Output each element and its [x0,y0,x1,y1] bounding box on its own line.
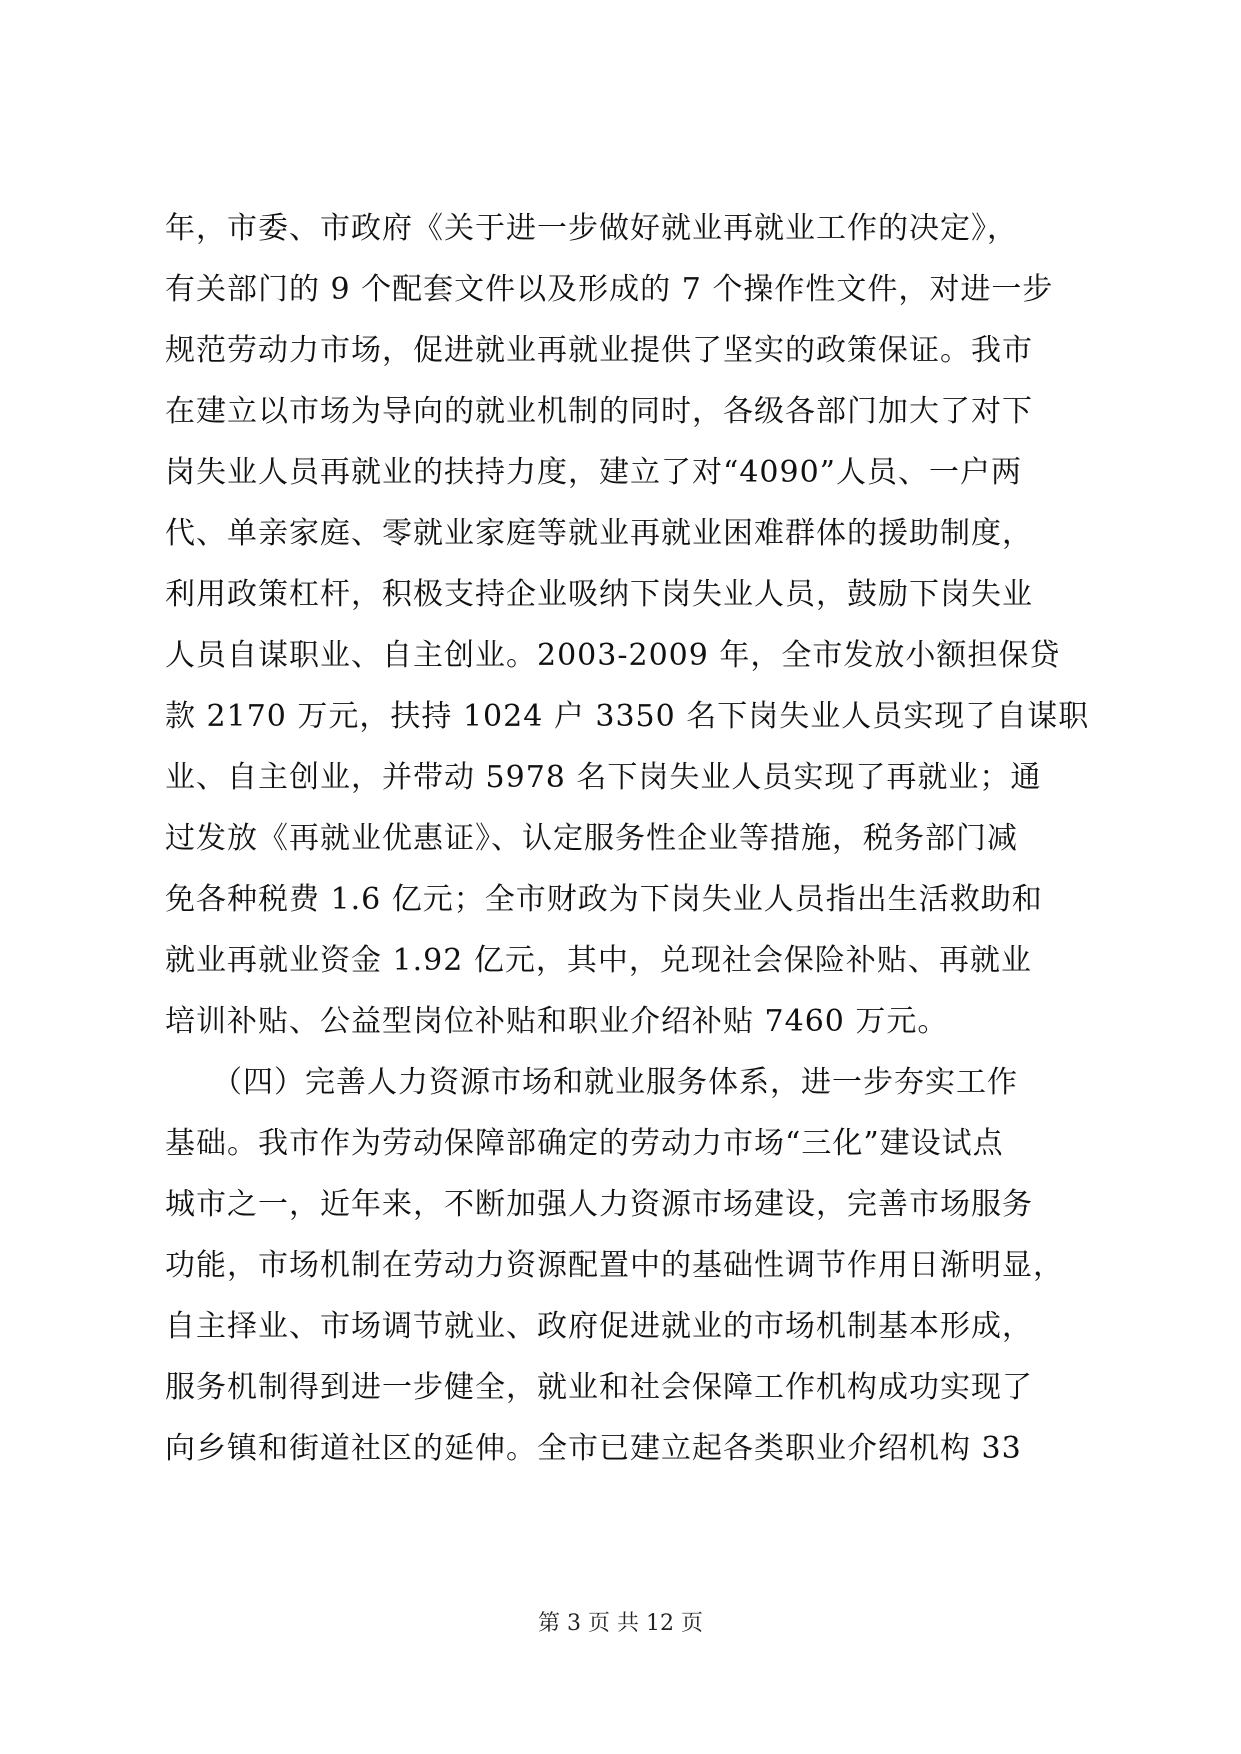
text-line: 年，市委、市政府《关于进一步做好就业再就业工作的决定》， [165,211,1018,246]
text-line: 有关部门的 9 个配套文件以及形成的 7 个操作性文件，对进一步 [165,272,1054,307]
text-line: 在建立以市场为导向的就业机制的同时，各级各部门加大了对下 [165,394,1033,429]
text-line: 城市之一，近年来，不断加强人力资源市场建设，完善市场服务 [165,1187,1033,1222]
text-line: 岗失业人员再就业的扶持力度，建立了对“4090”人员、一户两 [165,455,1023,490]
text-line: 免各种税费 1.6 亿元；全市财政为下岗失业人员指出生活救助和 [165,882,1043,917]
text-line: 基础。我市作为劳动保障部确定的劳动力市场“三化”建设试点 [165,1126,1004,1161]
text-line: 过发放《再就业优惠证》、认定服务性企业等措施，税务部门减 [165,821,1018,856]
text-line: 人员自谋职业、自主创业。2003-2009 年，全市发放小额担保贷 [165,638,1061,673]
text-line: 培训补贴、公益型岗位补贴和职业介绍补贴 7460 万元。 [165,1004,949,1039]
text-line: 利用政策杠杆，积极支持企业吸纳下岗失业人员，鼓励下岗失业 [165,577,1033,612]
text-line: 就业再就业资金 1.92 亿元，其中，兑现社会保险补贴、再就业 [165,943,1032,978]
text-line: 自主择业、市场调节就业、政府促进就业的市场机制基本形成， [165,1309,1033,1344]
text-line: 规范劳动力市场，促进就业再就业提供了坚实的政策保证。我市 [165,333,1033,368]
page-number-footer: 第 3 页 共 12 页 [538,1611,703,1636]
body-text [165,198,1090,1479]
text-line: 向乡镇和街道社区的延伸。全市已建立起各类职业介绍机构 33 [165,1431,1022,1466]
text-line: 款 2170 万元，扶持 1024 户 3350 名下岗失业人员实现了自谋职 [165,699,1090,734]
text-line: 服务机制得到进一步健全，就业和社会保障工作机构成功实现了 [165,1370,1033,1405]
text-line: 代、单亲家庭、零就业家庭等就业再就业困难群体的援助制度， [165,516,1033,551]
text-line: 业、自主创业，并带动 5978 名下岗失业人员实现了再就业；通 [165,760,1042,795]
section-heading-line: （四）完善人力资源市场和就业服务体系，进一步夯实工作 [165,1065,1018,1100]
text-line: 功能，市场机制在劳动力资源配置中的基础性调节作用日渐明显， [165,1248,1064,1283]
